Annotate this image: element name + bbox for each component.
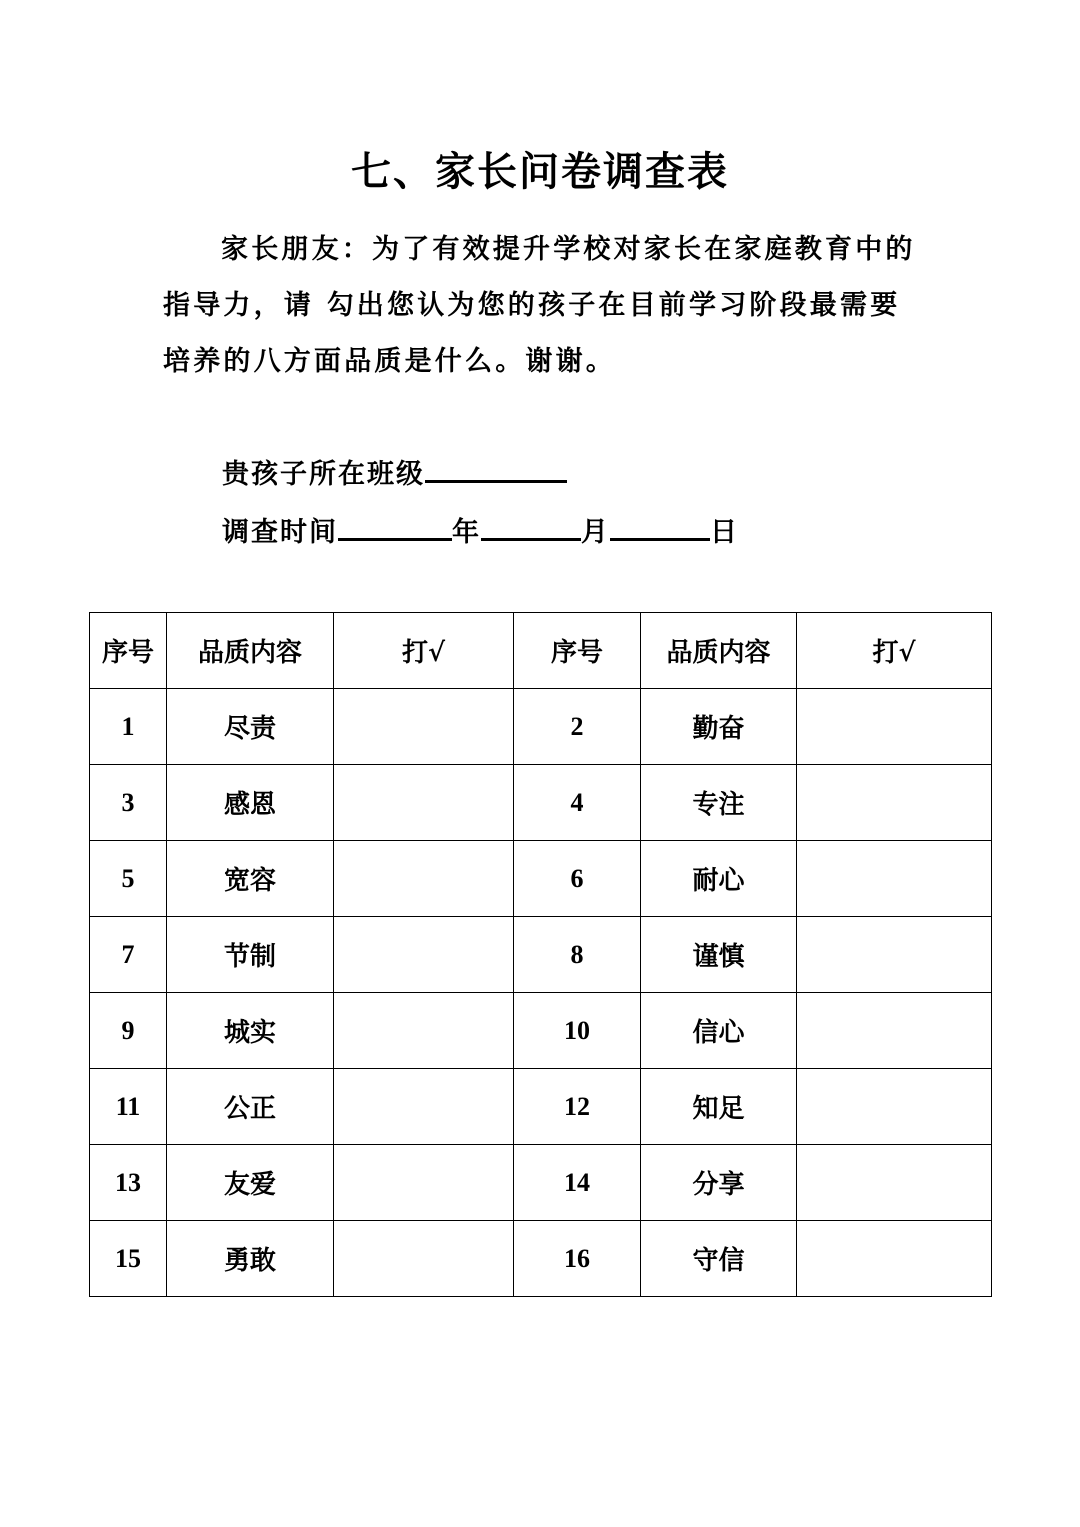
header-quality: 品质内容	[641, 613, 797, 689]
row-number: 6	[514, 841, 641, 917]
table-row	[90, 689, 992, 765]
quality-cell: 耐心	[641, 841, 797, 917]
quality-cell: 分享	[641, 1145, 797, 1221]
page-title: 七、家长问卷调查表	[351, 148, 729, 195]
row-number: 3	[90, 765, 167, 841]
check-cell[interactable]	[797, 689, 992, 765]
table-row	[90, 841, 992, 917]
class-input-line[interactable]	[425, 450, 567, 483]
quality-cell: 感恩	[167, 765, 334, 841]
class-label: 贵孩子所在班级	[222, 459, 425, 490]
intro-paragraph: 家长朋友：为了有效提升学校对家长在家庭教育中的指导力，请 勾出您认为您的孩子在目前学习阶段最需要培养的八方面品质是什么。谢谢。	[163, 234, 916, 377]
month-label: 月	[581, 517, 610, 548]
check-cell[interactable]	[334, 765, 514, 841]
header-check: 打√	[797, 613, 992, 689]
table-row	[90, 1221, 992, 1297]
header-number: 序号	[90, 613, 167, 689]
month-input-line[interactable]	[481, 508, 581, 541]
check-cell[interactable]	[334, 993, 514, 1069]
row-number: 11	[90, 1069, 167, 1145]
quality-cell: 勤奋	[641, 689, 797, 765]
quality-cell: 信心	[641, 993, 797, 1069]
check-cell[interactable]	[334, 1069, 514, 1145]
quality-cell: 宽容	[167, 841, 334, 917]
day-input-line[interactable]	[610, 508, 710, 541]
check-cell[interactable]	[797, 1069, 992, 1145]
year-input-line[interactable]	[338, 508, 452, 541]
table-header-row	[90, 613, 992, 689]
check-cell[interactable]	[797, 1221, 992, 1297]
row-number: 7	[90, 917, 167, 993]
row-number: 13	[90, 1145, 167, 1221]
day-label: 日	[710, 517, 739, 548]
quality-cell: 知足	[641, 1069, 797, 1145]
date-label: 调查时间	[222, 517, 338, 548]
date-field	[222, 508, 739, 549]
table-row	[90, 917, 992, 993]
table-row	[90, 1069, 992, 1145]
table-row	[90, 765, 992, 841]
check-cell[interactable]	[797, 841, 992, 917]
quality-cell: 专注	[641, 765, 797, 841]
row-number: 1	[90, 689, 167, 765]
row-number: 2	[514, 689, 641, 765]
row-number: 9	[90, 993, 167, 1069]
header-number: 序号	[514, 613, 641, 689]
quality-cell: 城实	[167, 993, 334, 1069]
header-quality: 品质内容	[167, 613, 334, 689]
row-number: 10	[514, 993, 641, 1069]
quality-cell: 公正	[167, 1069, 334, 1145]
check-cell[interactable]	[797, 917, 992, 993]
check-cell[interactable]	[334, 841, 514, 917]
check-cell[interactable]	[797, 1145, 992, 1221]
header-check: 打√	[334, 613, 514, 689]
check-cell[interactable]	[334, 689, 514, 765]
row-number: 8	[514, 917, 641, 993]
year-label: 年	[452, 517, 481, 548]
row-number: 12	[514, 1069, 641, 1145]
row-number: 16	[514, 1221, 641, 1297]
table-row	[90, 1145, 992, 1221]
class-field	[222, 450, 567, 491]
check-cell[interactable]	[797, 993, 992, 1069]
quality-cell: 谨慎	[641, 917, 797, 993]
row-number: 4	[514, 765, 641, 841]
quality-cell: 尽责	[167, 689, 334, 765]
quality-cell: 守信	[641, 1221, 797, 1297]
table-row	[90, 993, 992, 1069]
check-cell[interactable]	[334, 1145, 514, 1221]
check-cell[interactable]	[334, 1221, 514, 1297]
quality-cell: 勇敢	[167, 1221, 334, 1297]
row-number: 14	[514, 1145, 641, 1221]
row-number: 15	[90, 1221, 167, 1297]
quality-survey-table	[89, 612, 992, 1297]
quality-cell: 友爱	[167, 1145, 334, 1221]
check-cell[interactable]	[334, 917, 514, 993]
row-number: 5	[90, 841, 167, 917]
check-cell[interactable]	[797, 765, 992, 841]
quality-cell: 节制	[167, 917, 334, 993]
